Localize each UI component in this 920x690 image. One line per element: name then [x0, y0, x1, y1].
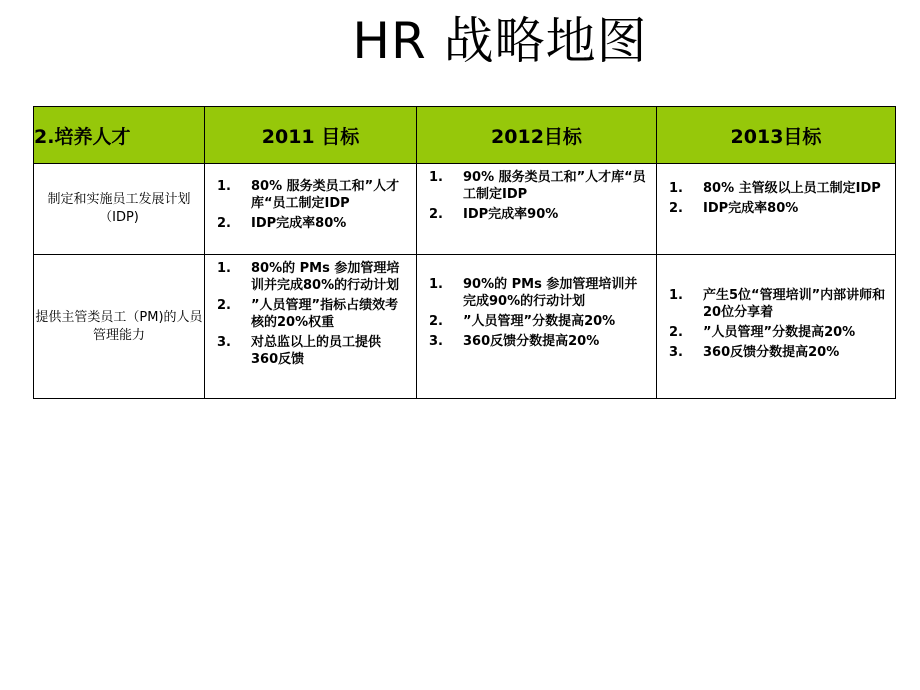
header-category: 2.培养人才: [34, 107, 205, 164]
list-item: [669, 324, 887, 341]
item-number: 1.: [217, 261, 231, 276]
item-number: 3.: [429, 334, 443, 349]
list-item: [669, 180, 887, 197]
item-text: 80% 服务类员工和”人才库“员工制定IDP: [251, 179, 400, 211]
table-header-row: [34, 107, 896, 164]
item-text: ”人员管理”分数提高20%: [703, 325, 856, 340]
list-item: [429, 333, 648, 350]
item-text: ”人员管理”指标占绩效考核的20%权重: [251, 298, 399, 330]
item-number: 1.: [429, 170, 443, 185]
item-text: 360反馈分数提高20%: [703, 345, 840, 360]
item-text: 对总监以上的员工提供360反馈: [251, 335, 382, 367]
item-number: 1.: [669, 288, 683, 303]
item-text: 产生5位“管理培训”内部讲师和20位分享着: [703, 288, 886, 320]
row-label-idp: 制定和实施员工发展计划（IDP): [34, 164, 205, 255]
page-title: HR 战略地图: [352, 12, 648, 70]
item-number: 2.: [217, 216, 231, 231]
item-text: IDP完成率80%: [251, 216, 347, 231]
list-item: [217, 260, 408, 294]
item-text: 80% 主管级以上员工制定IDP: [703, 181, 881, 196]
list-item: [429, 313, 648, 330]
item-number: 1.: [429, 277, 443, 292]
list-item: [669, 200, 887, 217]
list-item: [429, 169, 648, 203]
list-item: [669, 344, 887, 361]
item-number: 2.: [429, 314, 443, 329]
goals-2013-pm: [657, 255, 896, 399]
goals-2011-idp: [205, 164, 417, 255]
item-text: IDP完成率90%: [463, 207, 559, 222]
table-row-pm: [34, 255, 896, 399]
list-item: [429, 206, 648, 223]
goals-2011-pm: [205, 255, 417, 399]
item-number: 3.: [217, 335, 231, 350]
item-number: 2.: [669, 325, 683, 340]
header-2012: 2012目标: [417, 107, 657, 164]
item-text: 80%的 PMs 参加管理培训并完成80%的行动计划: [251, 261, 400, 293]
list-item: [217, 297, 408, 331]
list-item: [217, 178, 408, 212]
item-text: ”人员管理”分数提高20%: [463, 314, 616, 329]
list-item: [217, 215, 408, 232]
goals-2013-idp: [657, 164, 896, 255]
goals-2012-pm: [417, 255, 657, 399]
list-item: [669, 287, 887, 321]
header-2013: 2013目标: [657, 107, 896, 164]
item-number: 2.: [217, 298, 231, 313]
item-text: 90%的 PMs 参加管理培训并完成90%的行动计划: [463, 277, 638, 309]
table-row-idp: [34, 164, 896, 255]
row-label-pm: 提供主管类员工（PM)的人员管理能力: [34, 255, 205, 399]
item-number: 2.: [429, 207, 443, 222]
item-number: 1.: [669, 181, 683, 196]
hr-strategy-table: [33, 106, 896, 399]
item-text: IDP完成率80%: [703, 201, 799, 216]
item-text: 360反馈分数提高20%: [463, 334, 600, 349]
item-number: 1.: [217, 179, 231, 194]
list-item: [217, 334, 408, 368]
item-number: 2.: [669, 201, 683, 216]
list-item: [429, 276, 648, 310]
goals-2012-idp: [417, 164, 657, 255]
item-text: 90% 服务类员工和”人才库“员工制定IDP: [463, 170, 646, 202]
header-2011: 2011 目标: [205, 107, 417, 164]
item-number: 3.: [669, 345, 683, 360]
